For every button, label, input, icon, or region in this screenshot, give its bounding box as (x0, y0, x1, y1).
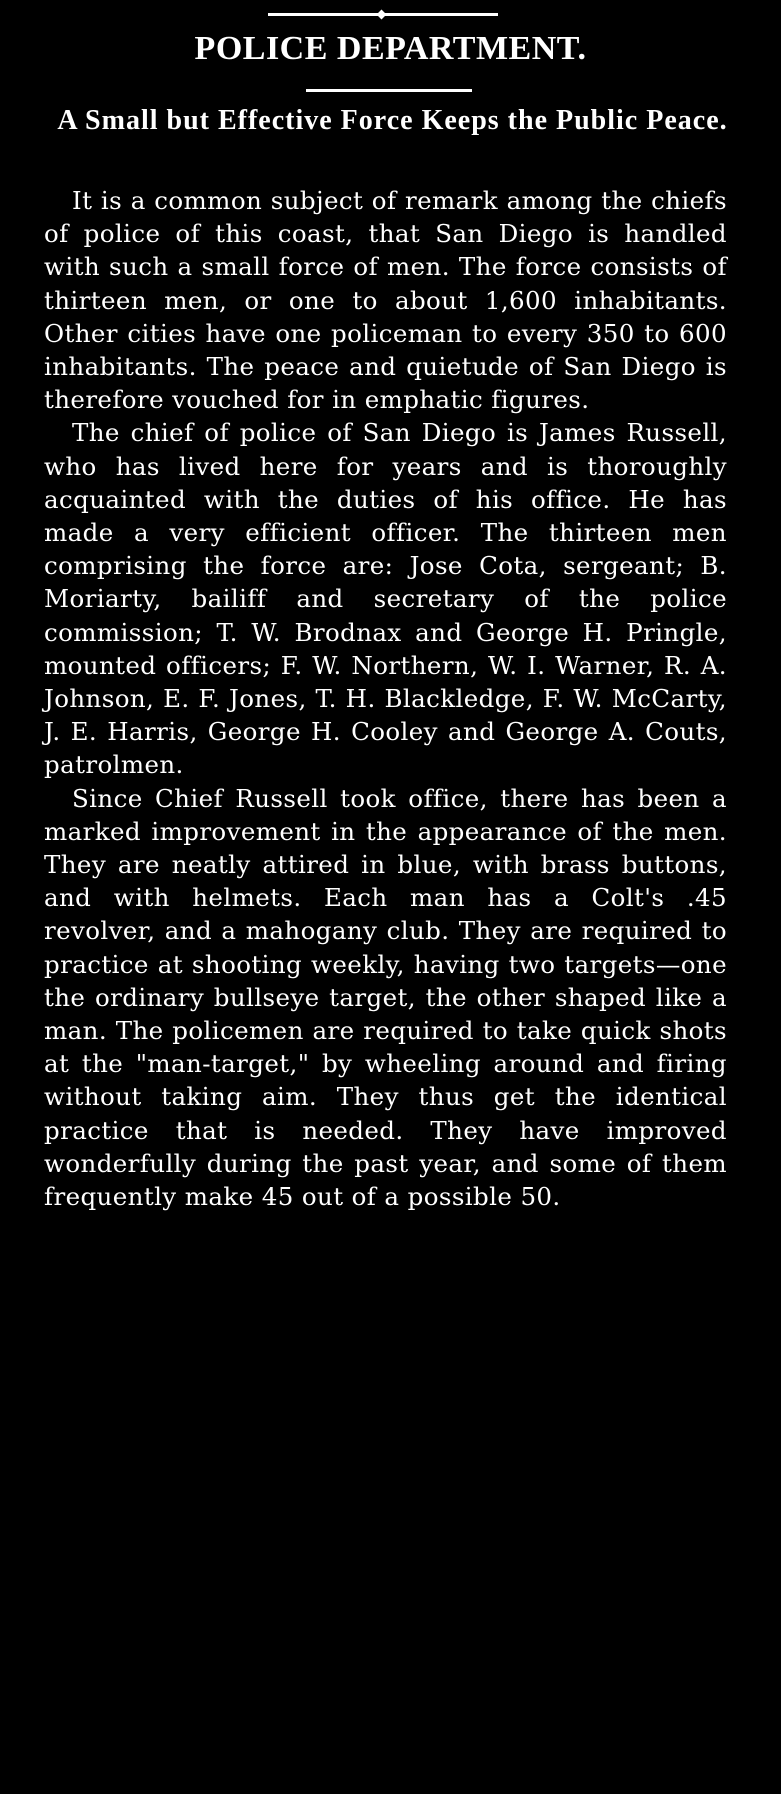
subheadline: A Small but Effective Force Keeps the Public Peace. (57, 105, 728, 136)
paragraph-1: It is a common subject of remark among the chiefs of police of this coast, that San Diego is handled with such a small force of men. The force consists of thirteen men, or one to about 1,600 inhabitants. Other cities have one policeman to every 350 to 600 inhabitants. The peace and quietude of San Diego is therefore vouched for in emphatic figures. (44, 186, 727, 415)
article-body (44, 184, 727, 1213)
paragraph-2: The chief of police of San Diego is James Russell, who has lived here for years and is thoroughly acquainted with the duties of his office. He has made a very efficient officer. The thirteen men comprising the force are: Jose Cota, sergeant; B. Moriarty, bailiff and secretary of the police commission; T. W. Brodnax and George H. Pringle, mounted officers; F. W. Northern, W. I. Warner, R. A. Johnson, E. F. Jones, T. H. Blackledge, F. W. McCarty, J. E. Harris, George H. Cooley and George A. Couts, patrolmen. (44, 418, 727, 780)
rule-diamond-ornament (377, 10, 387, 20)
headline-divider-rule (306, 89, 472, 92)
paragraph-3: Since Chief Russell took office, there has been a marked improvement in the appearance of the men. They are neatly attired in blue, with brass buttons, and with helmets. Each man has a Colt's .45 revolver, and a mahogany club. They are required to practice at shooting weekly, having two targets—one the ordinary bullseye target, the other shaped like a man. The policemen are required to take quick shots at the "man-target," by wheeling around and firing without taking aim. They thus get the identical practice that is needed. They have improved wonderfully during the past year, and some of them frequently make 45 out of a possible 50. (44, 783, 727, 1212)
headline: POLICE DEPARTMENT. (194, 30, 587, 67)
top-ornamental-rule (268, 13, 498, 16)
